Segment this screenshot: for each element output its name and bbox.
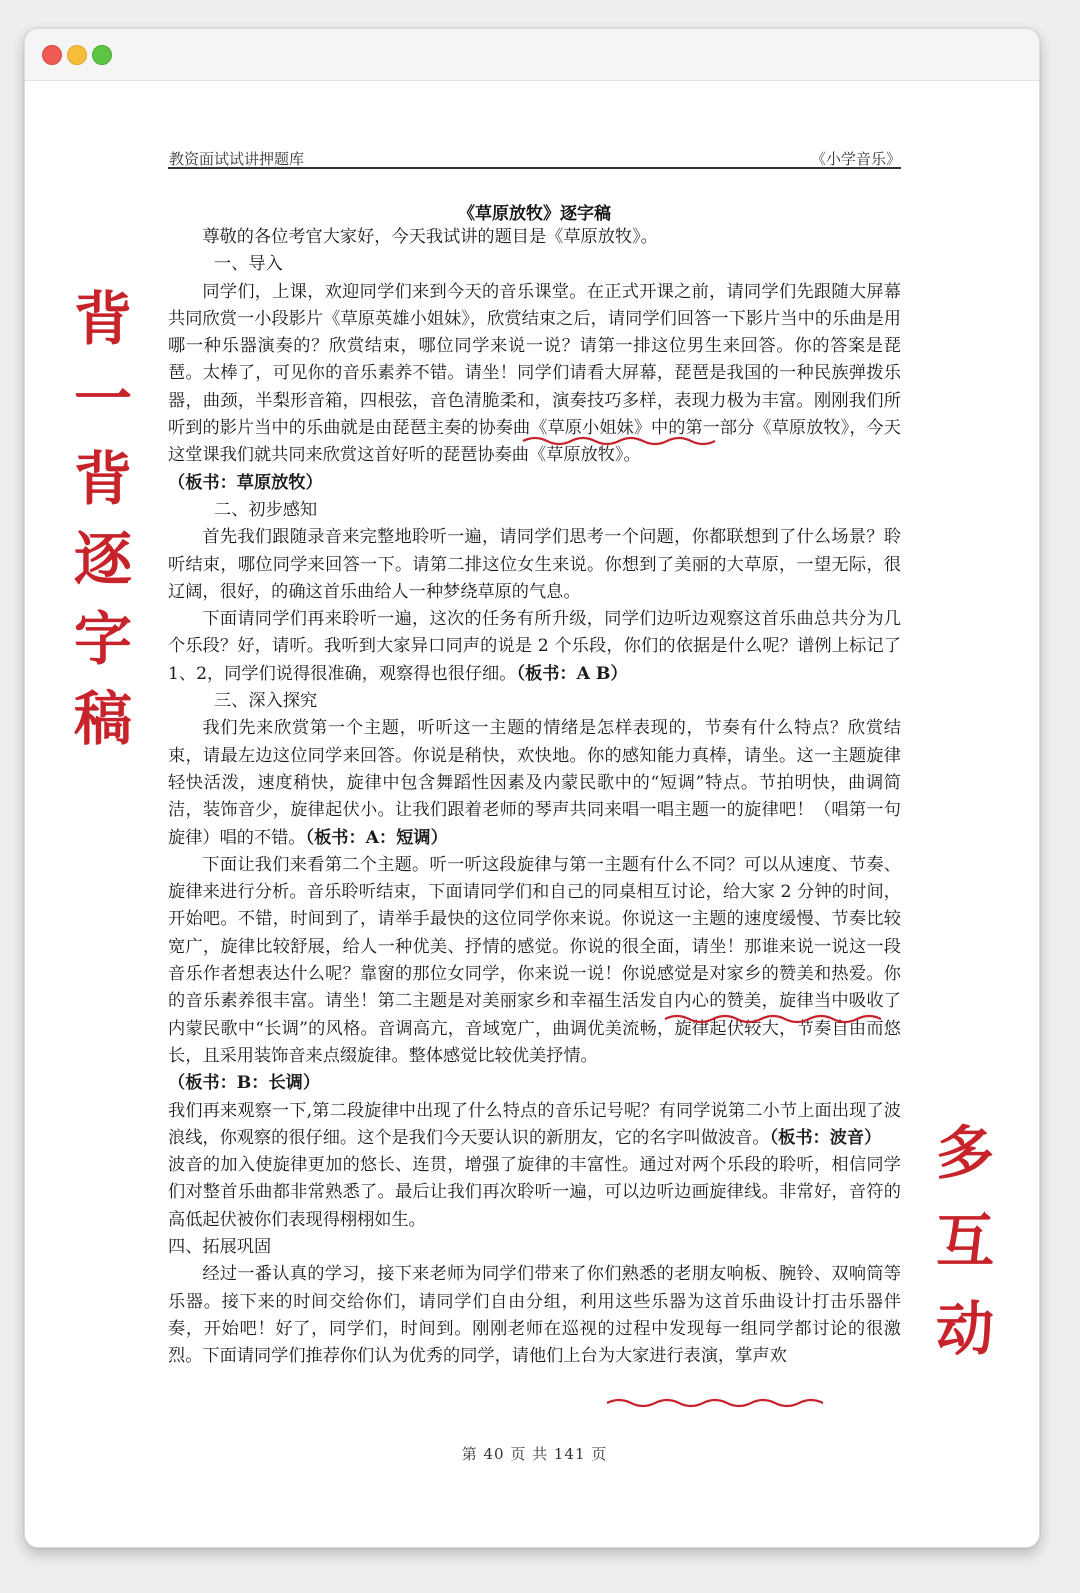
maximize-button[interactable] (92, 45, 112, 65)
paragraph-text: 同学们，上课，欢迎同学们来到今天的音乐课堂。在正式开课之前，请同学们先跟随大屏幕共同欣赏一小段影片《草原英雄小姐妹》，欣赏结束之后，请同学们回答一下影片当中的乐曲是用哪一种乐器演奏的？欣赏结束，哪位同学来说一说？请第一排这位男生来回答。你的答案是琵琶。太棒了，可见你的音乐素养不错。请坐！同学们请看大屏幕，琵琶是我国的一种民族弹拨乐器，曲颈，半梨形音箱，四根弦，音色清脆柔和，演奏技巧多样，表现力极为丰富。刚刚我们所听到的影片当中的乐曲就是由琵琶主奏的协奏曲《草原小姐妹》中的第一部分《草原放牧》，今天这堂课我们就共同来欣赏这首好听的琵琶协奏曲《草原放牧》。 (168, 281, 901, 466)
paragraph (168, 606, 901, 688)
paragraph (168, 1234, 901, 1261)
header-right-text: 《小学音乐》 (810, 150, 901, 168)
title-bar (25, 29, 1039, 81)
board-note: （板书：波音） (769, 1127, 882, 1148)
paragraph (168, 1070, 901, 1097)
paragraph-text: 一、导入 (214, 254, 283, 275)
paragraph (168, 1261, 901, 1370)
paragraph-text: 三、深入探究 (214, 691, 318, 712)
handwritten-char: 逐 (73, 525, 132, 593)
handwritten-char: 稿 (73, 685, 132, 753)
underline-squiggle-3 (607, 1400, 823, 1406)
paragraph-text: 经过一番认真的学习，接下来老师为同学们带来了你们熟悉的老朋友响板、腕铃、双响筒等乐器。接下来的时间交给你们，请同学们自由分组，利用这些乐器为这首乐曲设计打击乐器伴奏，开始吧！好了，同学们，时间到。刚刚老师在巡视的过程中发现每一组同学都讨论的很激烈。下面请同学们推荐你们认为优秀的同学，请他们上台为大家进行表演，掌声欢 (168, 1264, 901, 1367)
handwritten-note-left (63, 279, 143, 759)
paragraph-text: 我们先来欣赏第一个主题，听听这一主题的情绪是怎样表现的，节奏有什么特点？欣赏结束，请最左边这位同学来回答。你说是稍快，欢快地。你的感知能力真棒，请坐。这一主题旋律轻快活泼，速度稍快，旋律中包含舞蹈性因素及内蒙民歌中的“短调”特点。节拍明快，曲调简洁，装饰音少，旋律起伏小。让我们跟着老师的琴声共同来唱一唱主题一的旋律吧！（唱第一句旋律）唱的不错。 (168, 718, 901, 848)
paragraph (168, 251, 901, 278)
paragraph (168, 1152, 901, 1234)
paragraph (168, 224, 901, 251)
board-note: （板书：A B） (516, 663, 628, 684)
paragraph-text: 我们再来观察一下,第二段旋律中出现了什么特点的音乐记号呢？有同学说第二小节上面出现了波浪线，你观察的很仔细。这个是我们今天要认识的新朋友，它的名字叫做波音。 (168, 1100, 901, 1148)
paragraph (168, 524, 901, 606)
paragraph (168, 497, 901, 524)
handwritten-char: 背 (73, 445, 132, 513)
paragraph (168, 852, 901, 1070)
paragraph-text: 二、初步感知 (214, 499, 318, 520)
handwritten-char: 字 (73, 605, 132, 673)
paragraph-text: 下面请同学们再来聆听一遍，这次的任务有所升级，同学们边听边观察这首乐曲总共分为几个乐段？好，请听。我听到大家异口同声的说是 2 个乐段，你们的依据是什么呢？谱例上标记了 1、2，同学们说得很准确，观察得也很仔细。 (168, 609, 901, 684)
paragraph (168, 688, 901, 715)
page-header (168, 145, 901, 169)
document-title: 《草原放牧》逐字稿 (458, 204, 611, 224)
paragraph-text: （板书：B：长调） (168, 1073, 321, 1094)
paragraph-text: 下面让我们来看第二个主题。听一听这段旋律与第一主题有什么不同？可以从速度、节奏、旋律来进行分析。音乐聆听结束，下面请同学们和自己的同桌相互讨论，给大家 2 分钟的时间，开始吧。不错，时间到了，请举手最快的这位同学你来说。你说这一主题的速度缓慢、节奏比较宽广，旋律比较舒展，给人一种优美、抒情的感觉。你说的很全面，请坐！那谁来说一说这一段音乐作者想表达什么呢？靠窗的那位女同学，你来说一说！你说感觉是对家乡的赞美和热爱。你的音乐素养很丰富。请坐！第二主题是对美丽家乡和幸福生活发自内心的赞美，旋律当中吸收了内蒙民歌中“长调”的风格。音调高亢，音域宽广，曲调优美流畅，旋律起伏较大，节奏自由而悠长，且采用装饰音来点缀旋律。整体感觉比较优美抒情。 (168, 854, 901, 1066)
board-note: （板书：A：短调） (305, 827, 448, 848)
paragraph (168, 1098, 901, 1153)
handwritten-char: 多 (935, 1119, 994, 1187)
paragraph (168, 470, 901, 497)
document-window (24, 28, 1040, 1548)
handwritten-char: 背 (73, 285, 132, 353)
paragraph (168, 279, 901, 470)
handwritten-char: 一 (73, 365, 132, 433)
close-button[interactable] (42, 45, 62, 65)
document-body (168, 224, 901, 1370)
minimize-button[interactable] (67, 45, 87, 65)
header-left-text: 教资面试试讲押题库 (169, 150, 305, 168)
paragraph-text: （板书：草原放牧） (168, 472, 323, 493)
paragraph-text: 波音的加入使旋律更加的悠长、连贯，增强了旋律的丰富性。通过对两个乐段的聆听，相信同学们对整首乐曲都非常熟悉了。最后让我们再次聆听一遍，可以边听边画旋律线。非常好，音符的高低起伏被你们表现得栩栩如生。 (168, 1155, 901, 1230)
paragraph-text: 四、拓展巩固 (168, 1236, 272, 1257)
paragraph (168, 715, 901, 851)
page-number: 第 40 页 共 141 页 (461, 1445, 608, 1463)
paragraph-text: 尊敬的各位考官大家好，今天我试讲的题目是《草原放牧》。 (202, 227, 658, 247)
handwritten-char: 互 (935, 1207, 994, 1275)
handwritten-char: 动 (935, 1295, 994, 1363)
paragraph-text: 首先我们跟随录音来完整地聆听一遍，请同学们思考一个问题，你都联想到了什么场景？聆听结束，哪位同学来回答一下。请第二排这位女生来说。你想到了美丽的大草原，一望无际，很辽阔，很好，的确这首乐曲给人一种梦绕草原的气息。 (168, 527, 901, 602)
handwritten-note-right (925, 1109, 1005, 1373)
